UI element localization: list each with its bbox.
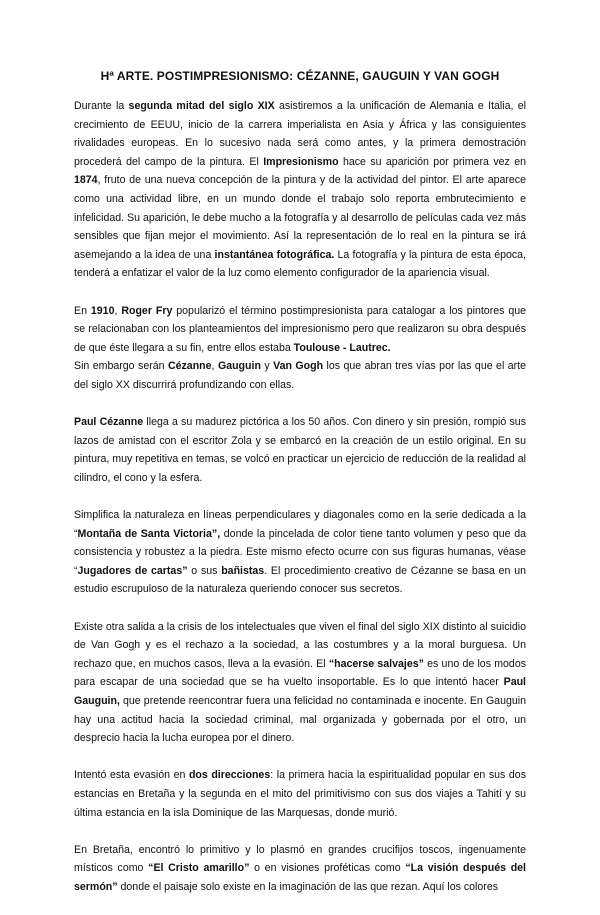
paragraph-roger-fry: En 1910, Roger Fry popularizó el término postimpresionista para catalogar a los pintores que se relacionaban con los planteamientos del impresionismo pero que realizaron su obra después de que éste llegara a su fin, entre ellos estaba Toulouse - Lautrec. — [74, 304, 527, 354]
paragraph-cezanne-nature: Simplifica la naturaleza en líneas perpendiculares y diagonales como en la serie dedicada a la “Montaña de Santa Victoria”, donde la pincelada de color tiene tanto volumen y peso que da consistencia y robustez a la piedra. Este mismo efecto ocurre con sus figuras humanas, véase “Jugadores de cartas” o sus bañistas. El procedimiento creativo de Cézanne se basa en un estudio escrupuloso de la naturaleza queriendo conocer sus secretos. — [74, 509, 526, 596]
paragraph-cezanne: Paul Cézanne llega a su madurez pictórica a los 50 años. Con dinero y sin presión, rompió sus lazos de amistad con el escritor Zola y se embarcó en la creación de un estilo original. En su pintura, muy repetitiva en temas, se volcó en practicar un ejercicio de reducción de la realidad al cilindro, el cono y la esfera. — [74, 416, 526, 484]
paragraph-gauguin: Existe otra salida a la crisis de los intelectuales que viven el final del siglo XIX distinto al suicidio de Van Gogh y es el rechazo a la sociedad, a las costumbres y a la moral burguesa. Un rechazo que, en muchos casos, lleva a la evasión. El “hacerse salvajes” es uno de los modos para escapar de una sociedad que se ha vuelto insoportable. Es lo que intentó hacer Paul Gauguin, que pretende reencontrar fuera una felicidad no contaminada e inocente. En Gauguin hay una actitud hacia la sociedad criminal, mal organizada y gobernada por el otro, un desprecio hacia la lucha europea por el dinero. — [74, 620, 527, 745]
document-body — [74, 97, 526, 915]
paragraph-evasion: Intentó esta evasión en dos direcciones: la primera hacia la espiritualidad popular en sus dos estancias en Bretaña y la segunda en el mito del primitivismo con sus dos viajes a Tahití y su última estancia en la isla Dominique de las Marquesas, donde murió. — [74, 769, 526, 819]
paragraph-intro: Durante la segunda mitad del siglo XIX asistiremos a la unificación de Alemania e Italia, el crecimiento de EEUU, inicio de la carrera imperialista en Asia y África y las consiguientes rivalidades europeas. En lo sucesivo nada será como antes, y la primera demostración procederá del campo de la pintura. El Impresionismo hace su aparición por primera vez en 1874, fruto de una nueva concepción de la pintura y de la actividad del pintor. El arte aparece como una actividad libre, en un mundo donde el trabajo solo reporta embrutecimiento e infelicidad. Su aparición, le debe mucho a la fotografía y al desarrollo de películas cada vez más sensibles que fijan mejor el movimiento. Así la representación de lo real en la pintura se irá asemejando a la idea de una instantánea fotográfica. La fotografía y la pintura de esta época, tenderá a enfatizar el valor de la luz como elemento configurador de la apariencia visual. — [74, 100, 526, 280]
document-title: Hª ARTE. POSTIMPRESIONISMO: CÉZANNE, GAUGUIN Y VAN GOGH — [100, 69, 500, 83]
paragraph-three-painters: Sin embargo serán Cézanne, Gauguin y Van Gogh los que abran tres vías por las que el arte del siglo XX discurrirá profundizando con ellas. — [74, 360, 526, 391]
paragraph-bretana: En Bretaña, encontró lo primitivo y lo plasmó en grandes crucifijos toscos, ingenuamente místicos como “El Cristo amarillo” o en visiones proféticas como “La visión después del sermón” donde el paisaje solo existe en la imaginación de las que rezan. Aquí los colores — [74, 843, 527, 893]
